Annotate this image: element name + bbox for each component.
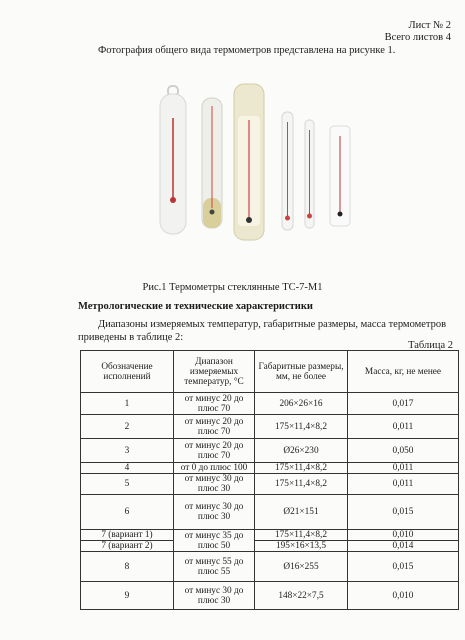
table-cell: Ø21×151	[255, 495, 348, 530]
table-cell: 175×11,4×8,2	[255, 474, 348, 495]
table-cell: 2	[81, 415, 174, 439]
table-cell: 8	[81, 552, 174, 582]
col-header: Диапазон измеряемых температур, °С	[174, 351, 255, 393]
table-cell: от 0 до плюс 100	[174, 463, 255, 474]
intro-text: Фотография общего вида термометров представлена на рисунке 1.	[98, 45, 396, 56]
table-cell: от минус 30 до плюс 30	[174, 495, 255, 530]
table-cell: от минус 30 до плюс 30	[174, 474, 255, 495]
table-cell: 7 (вариант 1)	[81, 530, 174, 541]
table-cell: 175×11,4×8,2	[255, 415, 348, 439]
description-paragraph: Диапазоны измеряемых температур, габаритные размеры, масса термометров приведены в таблице 2:	[78, 319, 447, 343]
table-row	[81, 530, 459, 541]
table-cell: 0,014	[348, 541, 459, 552]
table-cell: 195×16×13,5	[255, 541, 348, 552]
table-cell: 175×11,4×8,2	[255, 530, 348, 541]
table-cell: 0,011	[348, 474, 459, 495]
sheet-number: Лист № 2	[408, 20, 451, 31]
table-cell: 0,015	[348, 495, 459, 530]
thermometer-6	[330, 126, 350, 226]
table-row	[81, 495, 459, 530]
table-row	[81, 541, 459, 552]
thermometer-3	[234, 84, 264, 240]
table-cell: 7 (вариант 2)	[81, 541, 174, 552]
sheet-header	[385, 20, 451, 44]
table-cell: Ø16×255	[255, 552, 348, 582]
table-cell: от минус 55 до плюс 55	[174, 552, 255, 582]
table-cell: 1	[81, 393, 174, 415]
table-row	[81, 393, 459, 415]
table-cell: 0,015	[348, 552, 459, 582]
spec-table	[80, 350, 459, 610]
thermometers-photo	[150, 78, 365, 248]
table-cell: от минус 20 до плюс 70	[174, 393, 255, 415]
thermometer-4	[282, 112, 293, 230]
table-label: Таблица 2	[408, 340, 453, 351]
table-cell: 5	[81, 474, 174, 495]
table-cell: 0,011	[348, 463, 459, 474]
table-row	[81, 439, 459, 463]
table-cell: Ø26×230	[255, 439, 348, 463]
col-header: Обозначение исполнений	[81, 351, 174, 393]
table-row	[81, 415, 459, 439]
thermometer-5	[305, 120, 314, 228]
table-row	[81, 582, 459, 610]
table-cell: 3	[81, 439, 174, 463]
table-cell: 4	[81, 463, 174, 474]
table-cell: 148×22×7,5	[255, 582, 348, 610]
table-cell: 0,010	[348, 582, 459, 610]
section-title: Метрологические и технические характеристики	[78, 301, 313, 312]
table-cell: 6	[81, 495, 174, 530]
table-cell: 0,011	[348, 415, 459, 439]
sheet-total: Всего листов 4	[384, 32, 451, 43]
table-row	[81, 474, 459, 495]
table-cell: от минус 30 до плюс 30	[174, 582, 255, 610]
table-cell: 175×11,4×8,2	[255, 463, 348, 474]
table-cell: от минус 20 до плюс 70	[174, 415, 255, 439]
table-cell: от минус 35 до плюс 50	[174, 530, 255, 552]
col-header: Габаритные размеры, мм, не более	[255, 351, 348, 393]
table-row	[81, 552, 459, 582]
table-cell: 0,017	[348, 393, 459, 415]
table-cell: от минус 20 до плюс 70	[174, 439, 255, 463]
col-header: Масса, кг, не менее	[348, 351, 459, 393]
figure-caption: Рис.1 Термометры стеклянные ТС-7-М1	[142, 282, 323, 293]
thermometer-2	[202, 98, 222, 228]
table-header-row	[81, 351, 459, 393]
table-cell: 206×26×16	[255, 393, 348, 415]
table-cell: 0,050	[348, 439, 459, 463]
table-cell: 9	[81, 582, 174, 610]
table-row	[81, 463, 459, 474]
thermometer-1	[160, 86, 186, 234]
table-cell: 0,010	[348, 530, 459, 541]
